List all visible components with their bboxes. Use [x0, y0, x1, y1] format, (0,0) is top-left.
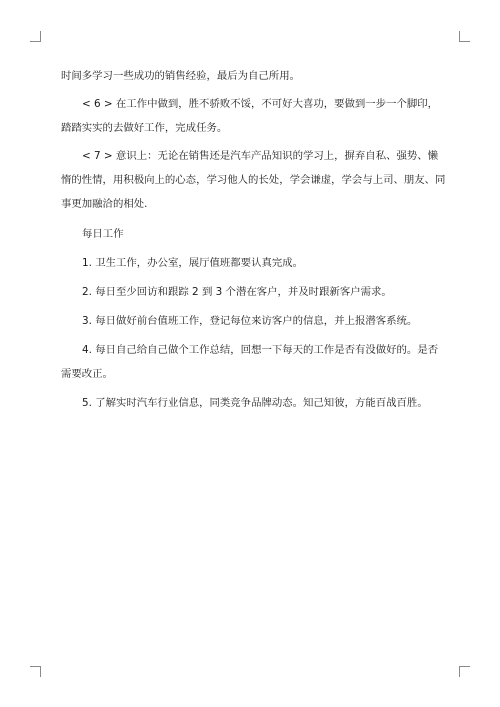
paragraph-item-7: < 7 > 意识上：无论在销售还是汽车产品知识的学习上，摒弃自私、强势、懒惰的性情，用积极向上的心态，学习他人的长处，学会谦虚，学会与上司、朋友、同事更加融洽的相处. — [61, 150, 446, 210]
task-item-2: 2. 每日至少回访和跟踪 2 到 3 个潜在客户，并及时跟新客户需求。 — [82, 286, 392, 298]
paragraph-item-6: < 6 > 在工作中做到，胜不骄败不馁，不可好大喜功，要做到一步一个脚印，踏踏实实的去做好工作，完成任务。 — [61, 98, 439, 134]
paragraph-continuation: 时间多学习一些成功的销售经验，最后为自己所用。 — [61, 70, 300, 82]
task-item-4: 4. 每日自己给自己做个工作总结，回想一下每天的工作是否有没做好的。是否需要改正。 — [61, 344, 439, 380]
task-item-1: 1. 卫生工作，办公室，展厅值班都要认真完成。 — [82, 257, 304, 269]
page-corner-mark-bottom-right — [459, 666, 470, 677]
document-page — [61, 64, 446, 415]
task-item-3: 3. 每日做好前台值班工作，登记每位来访客户的信息，并上报潜客系统。 — [82, 315, 418, 327]
page-corner-mark-top-left — [30, 31, 41, 42]
page-corner-mark-bottom-left — [30, 666, 41, 677]
page-corner-mark-top-right — [459, 31, 470, 42]
task-item-5: 5. 了解实时汽车行业信息，同类竞争品牌动态。知己知彼，方能百战百胜。 — [82, 397, 428, 409]
section-title-daily-work: 每日工作 — [82, 228, 124, 240]
